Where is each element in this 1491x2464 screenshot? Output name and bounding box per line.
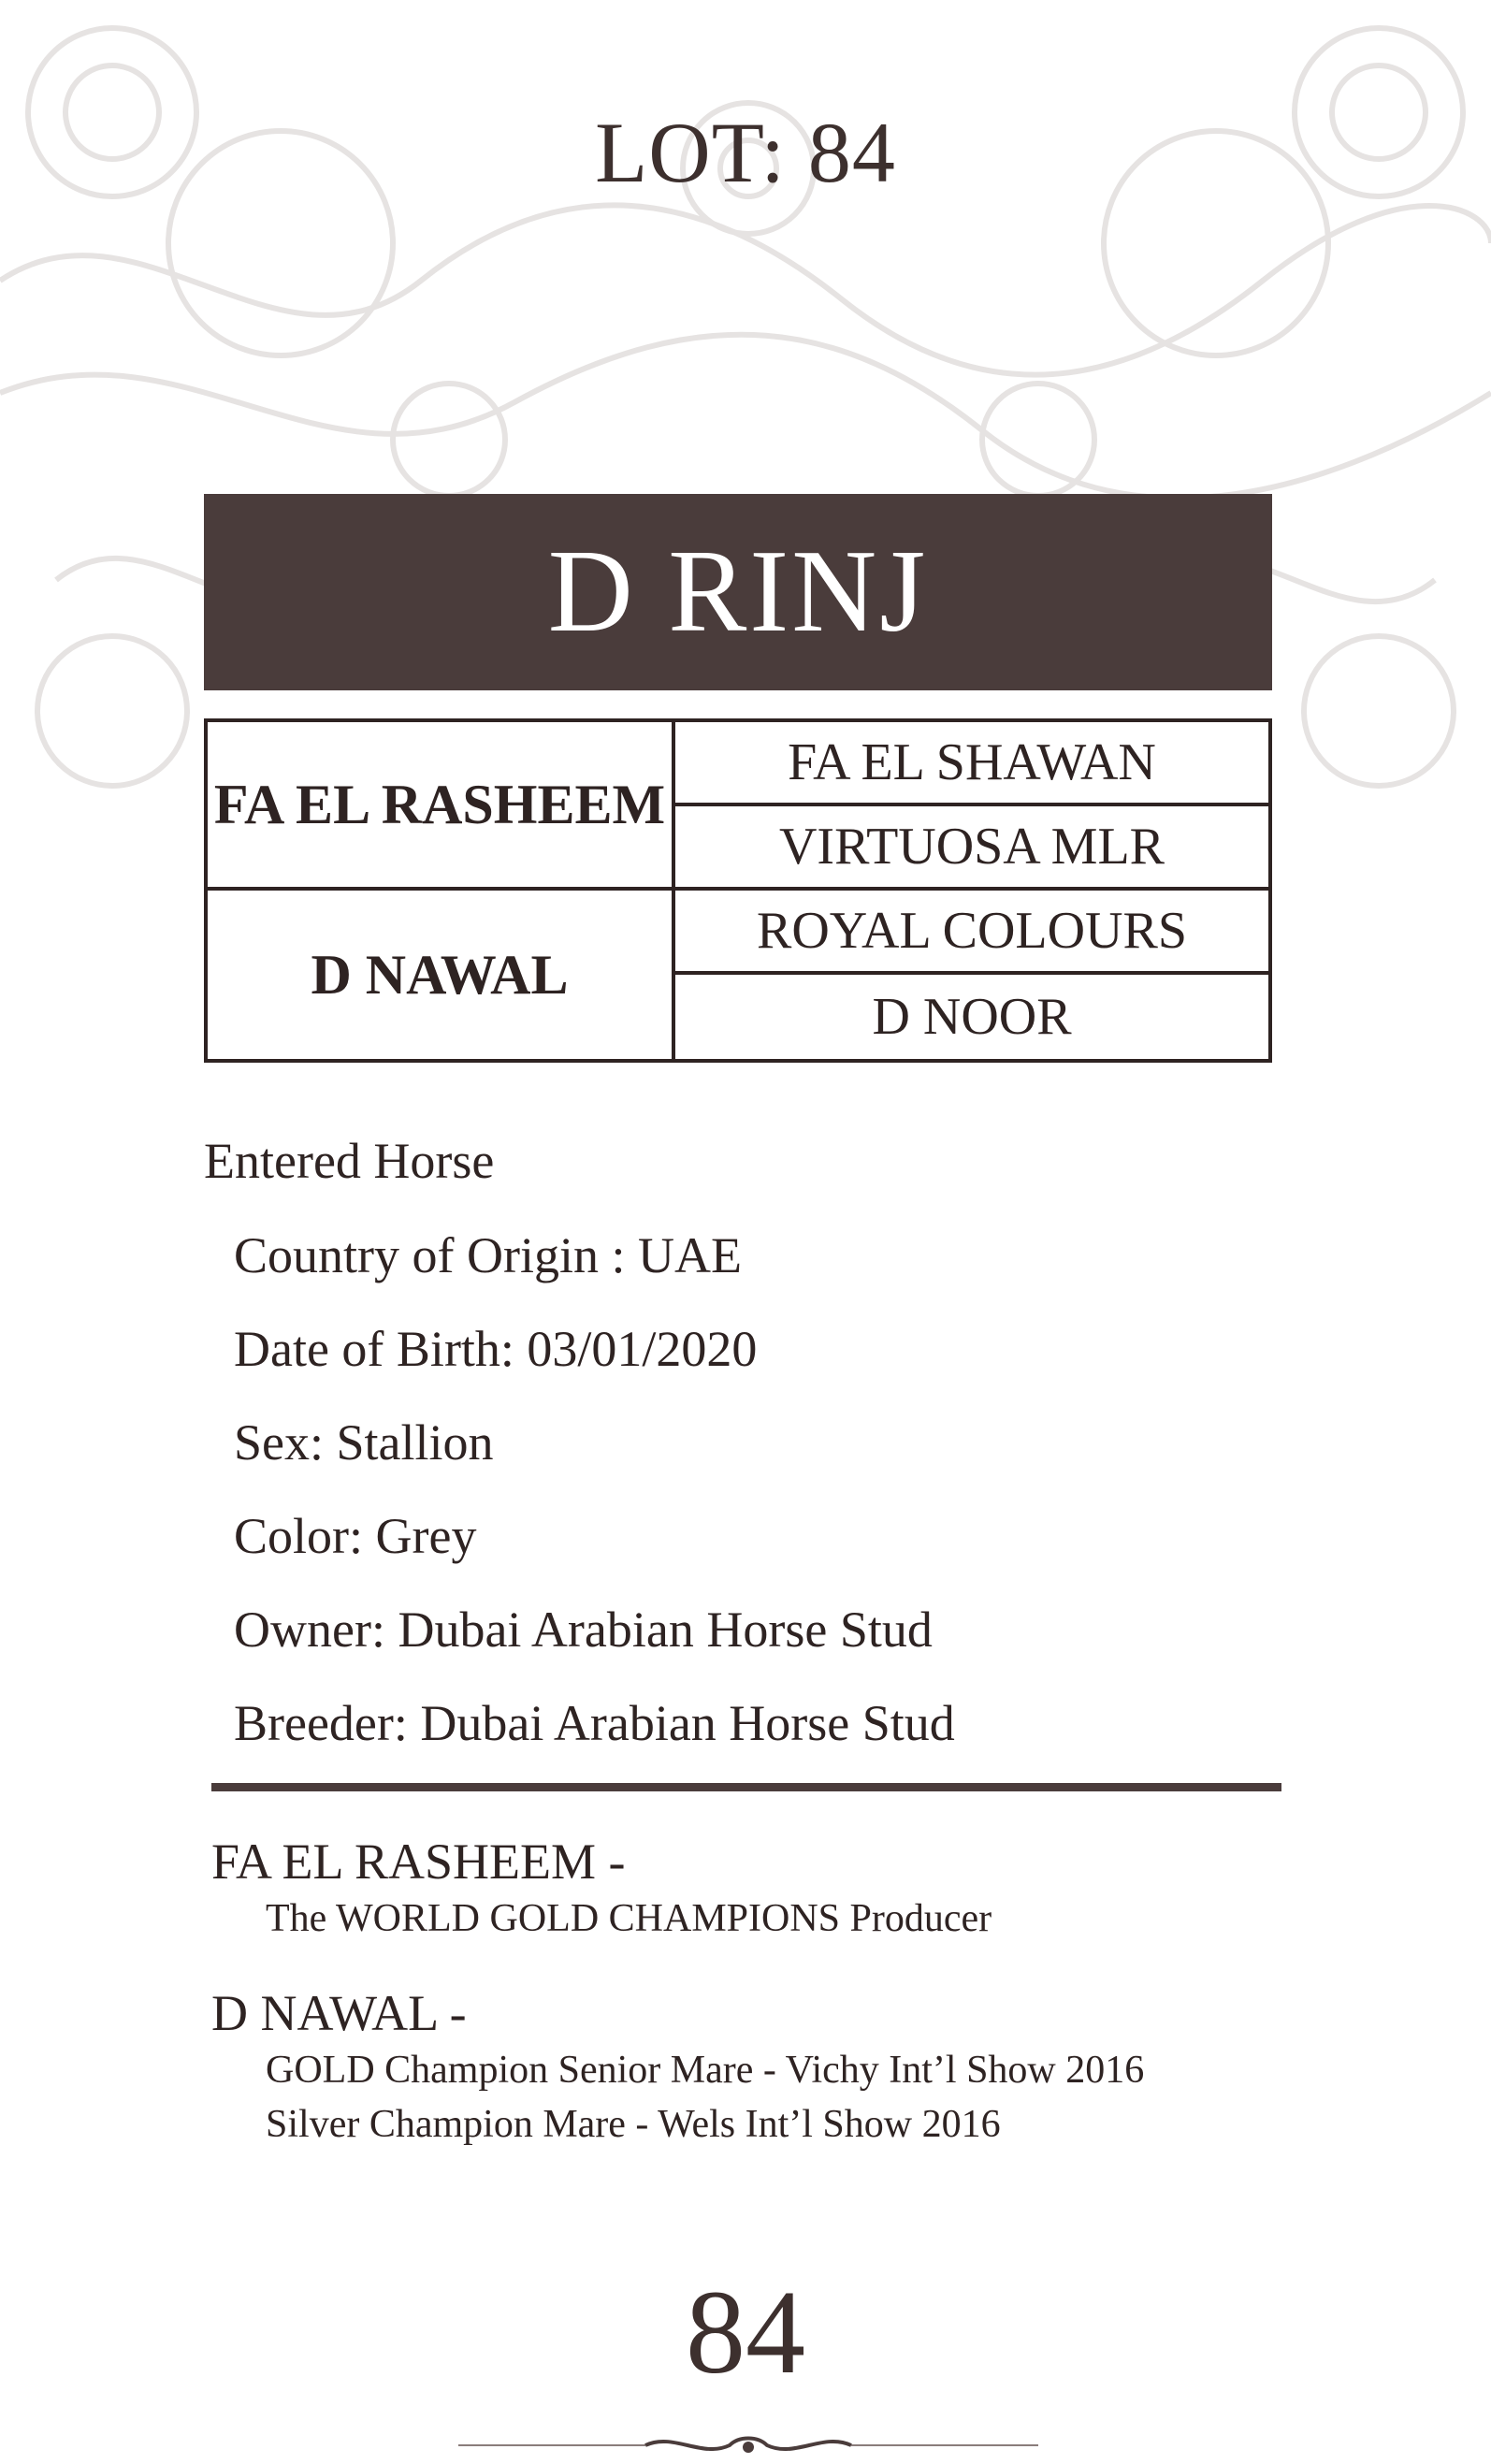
- pedigree-dam-sire: ROYAL COLOURS: [675, 891, 1268, 975]
- color: Color: Grey: [234, 1508, 477, 1564]
- achievement-horse: D NAWAL -: [211, 1985, 467, 2041]
- pedigree-sire-sire: FA EL SHAWAN: [675, 722, 1268, 806]
- pedigree-dam-dam: D NOOR: [872, 988, 1072, 1046]
- pedigree-sire: FA EL RASHEEM: [208, 722, 675, 891]
- achievement-horse: FA EL RASHEEM -: [211, 1834, 626, 1890]
- pedigree-table: [204, 718, 1272, 1063]
- lot-title: LOT: 84: [595, 105, 896, 200]
- achievement-block: [211, 1832, 1334, 1946]
- achievement-line: GOLD Champion Senior Mare - Vichy Int’l Show 2016: [266, 2049, 1145, 2092]
- horse-name-banner: [204, 494, 1272, 690]
- achievement-line: The WORLD GOLD CHAMPIONS Producer: [266, 1897, 992, 1940]
- horse-name: D RINJ: [547, 527, 929, 657]
- owner: Owner: Dubai Arabian Horse Stud: [234, 1602, 933, 1658]
- breeder: Breeder: Dubai Arabian Horse Stud: [234, 1695, 955, 1751]
- horse-details: [204, 1132, 1326, 1787]
- section-divider: [211, 1783, 1281, 1791]
- pedigree-dam: D NAWAL: [208, 891, 675, 1059]
- achievement-block: [211, 1983, 1334, 2152]
- achievement-line: Silver Champion Mare - Wels Int’l Show 2016: [266, 2103, 1001, 2146]
- pedigree-sire-dam: VIRTUOSA MLR: [675, 806, 1268, 891]
- achievements-section: [211, 1832, 1334, 2189]
- country-of-origin: Country of Origin : UAE: [234, 1227, 742, 1283]
- page-number: 84: [686, 2266, 805, 2399]
- ornamental-flourish-icon: [458, 2432, 1038, 2464]
- sex: Sex: Stallion: [234, 1414, 494, 1471]
- date-of-birth: Date of Birth: 03/01/2020: [234, 1321, 758, 1377]
- entered-horse-label: Entered Horse: [204, 1133, 495, 1189]
